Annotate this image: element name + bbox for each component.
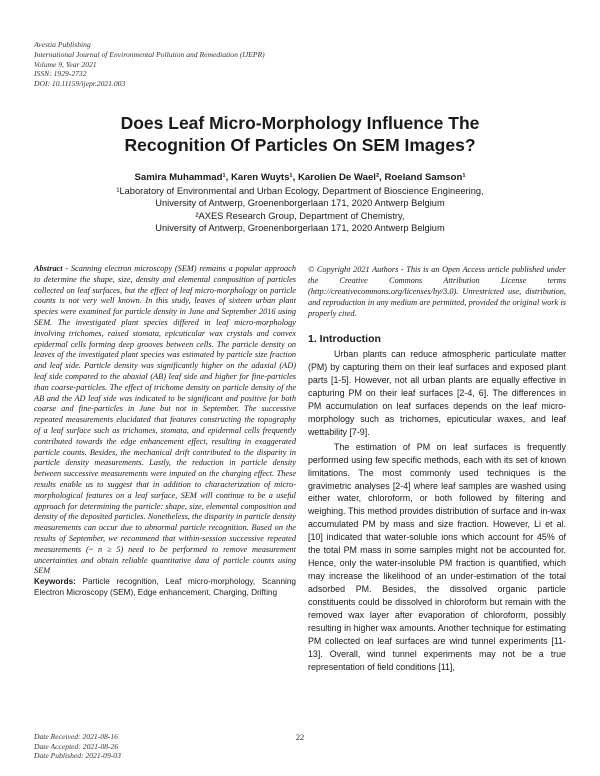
- date-received: Date Received: 2021-08-16: [34, 732, 118, 741]
- affiliation-1: [40, 185, 560, 210]
- affiliation-1-line-1: ¹Laboratory of Environmental and Urban Ecology, Department of Bioscience Engineering,: [116, 186, 484, 196]
- keywords-text: Particle recognition, Leaf micro-morphology, Scanning Electron Microscopy (SEM), Edge enhancement, Charging, Drifting: [34, 577, 296, 597]
- publisher: Avestia Publishing: [34, 40, 91, 49]
- introduction-paragraph-2: The estimation of PM on leaf surfaces is frequently performed using few specific methods, each with its set of known limitations. The most commonly used techniques is the gravimetric analyses [2-4] where leaf samples are washed using either water, chloroform, or both followed by filtering and weighing. This method provides distribution of surface and in-wax accumulated PM by mass and size fraction. However, Li et al. [10] indicated that water-soluble ions which account for 45% of the total PM mass in some samples might not be accounted for. Hence, only the water-insoluble PM fraction is quantified, which may increase the likelihood of an under-estimation of the total adsorbed PM. Besides, the dissolved organic particle constituents could be dissolved in chloroform but remain with the removed wax layer after evaporation of chloroform, possibly resulting in higher wax amounts. Another technique for estimating PM collected on leaf surfaces are wind tunnel experiments [11-13]. Overall, wind tunnel experiments may not be a true representation of field conditions [11],: [308, 441, 566, 672]
- paper-title-line-2: Recognition Of Particles On SEM Images?: [124, 135, 476, 155]
- journal-issn: ISSN: 1929-2732: [34, 69, 87, 79]
- abstract-label: Abstract: [34, 264, 63, 273]
- publication-dates: [34, 732, 274, 761]
- date-published: Date Published: 2021-09-03: [34, 751, 121, 761]
- affiliation-2-line-2: University of Antwerp, Groenenborgerlaan 171, 2020 Antwerp Belgium: [155, 223, 445, 234]
- affiliation-2-line-1: ²AXES Research Group, Department of Chemistry,: [195, 211, 405, 221]
- abstract-text: - Scanning electron microscopy (SEM) remains a popular approach to determine the shape, size, density and elemental composition of particles collected on leaf surfaces, but the effect of leaf micro-morphology on particle counts is not very well known. In this study, leaves of sixteen urban plant species were examined for particle density in June and September 2016 using SEM. The investigated plant species differed in leaf micro-morphology involving trichomes, raised stomata, epicuticular wax crystals and convex epidermal cells forming deep grooves between cells. The particle density on leaves of the investigated plant species was estimated by particle size fraction and leaf side. Particle density was significantly higher on the adaxial (AD) leaf side compared to the abaxial (AB) leaf side and higher for fine-particles than coarse-particles. The effect of trichome density on particle density of the AB and the AD leaf side was indicated to be significant and positive for both coarse and fine-particles in June but not in September. The successive repeated measurements elucidated that features constructing the topography of a leaf surface such as trichomes, stomata, and epidermal cells frequently contributed towards the edge enhancement effect, resulting in exaggerated particle counts. Besides, the mechanical drift contributed to the disparity in particle density measurements. Lastly, the reduction in particle density between successive measurements were imputed on the charging effect. These results enable us to suggest that in addition to characterization of micro-morphological features on a leaf surface, SEM will continue to be a useful approach for determining the particle: shape, size, elemental composition and density of the deposited particles. Nonetheless, the disparity in particle density measurements can occur due to abnormal particle recognition. Based on the results of September, we recommend that within-session successive repeated measurements (~ n ≥ 5) need to be performed to remove measurement uncertainties and obtain reliable quantitative data of particle counts using SEM: [34, 264, 296, 576]
- journal-header: [34, 40, 554, 89]
- page-number: 22: [295, 732, 305, 742]
- abstract: [34, 264, 296, 577]
- copyright-notice: © Copyright 2021 Authors - This is an Open Access article published under the Creative Commons Attribution License terms (http://creativecommons.org/licenses/by/3.0). Unrestricted use, distribution, and reproduction in any medium are permitted, provided the original work is properly cited.: [308, 265, 566, 318]
- journal-name: International Journal of Environmental Pollution and Remediation (IJEPR): [34, 49, 265, 59]
- author-list: Samira Muhammad¹, Karen Wuyts¹, Karolien De Wael², Roeland Samson¹: [134, 172, 466, 183]
- journal-doi: DOI: 10.11159/ijepr.2021.003: [34, 79, 126, 89]
- keywords-label: Keywords:: [34, 577, 76, 587]
- affiliation-2: [40, 210, 560, 235]
- journal-volume: Volume 9, Year 2021: [34, 59, 97, 69]
- introduction-body: [308, 348, 566, 676]
- introduction-heading: 1. Introduction: [308, 333, 381, 345]
- abstract-column: [34, 264, 296, 599]
- date-accepted: Date Accepted: 2021-08-26: [34, 741, 119, 751]
- paper-title: [40, 112, 560, 156]
- introduction-paragraph-1: Urban plants can reduce atmospheric particulate matter (PM) by capturing them on their leaf surfaces and exposed plant parts [1-5]. However, not all urban plants are equally effective in capturing PM on their leaf surfaces [2-4, 6]. The differences in PM accumulation on leaf surfaces depends on the leaf micro-morphology such as trichomes, epicuticular waxes, and leaf wettability [7-9].: [308, 349, 566, 437]
- keywords: [34, 577, 296, 599]
- affiliation-1-line-2: University of Antwerp, Groenenborgerlaan 171, 2020 Antwerp Belgium: [155, 198, 445, 209]
- paper-title-line-1: Does Leaf Micro-Morphology Influence The: [120, 113, 480, 133]
